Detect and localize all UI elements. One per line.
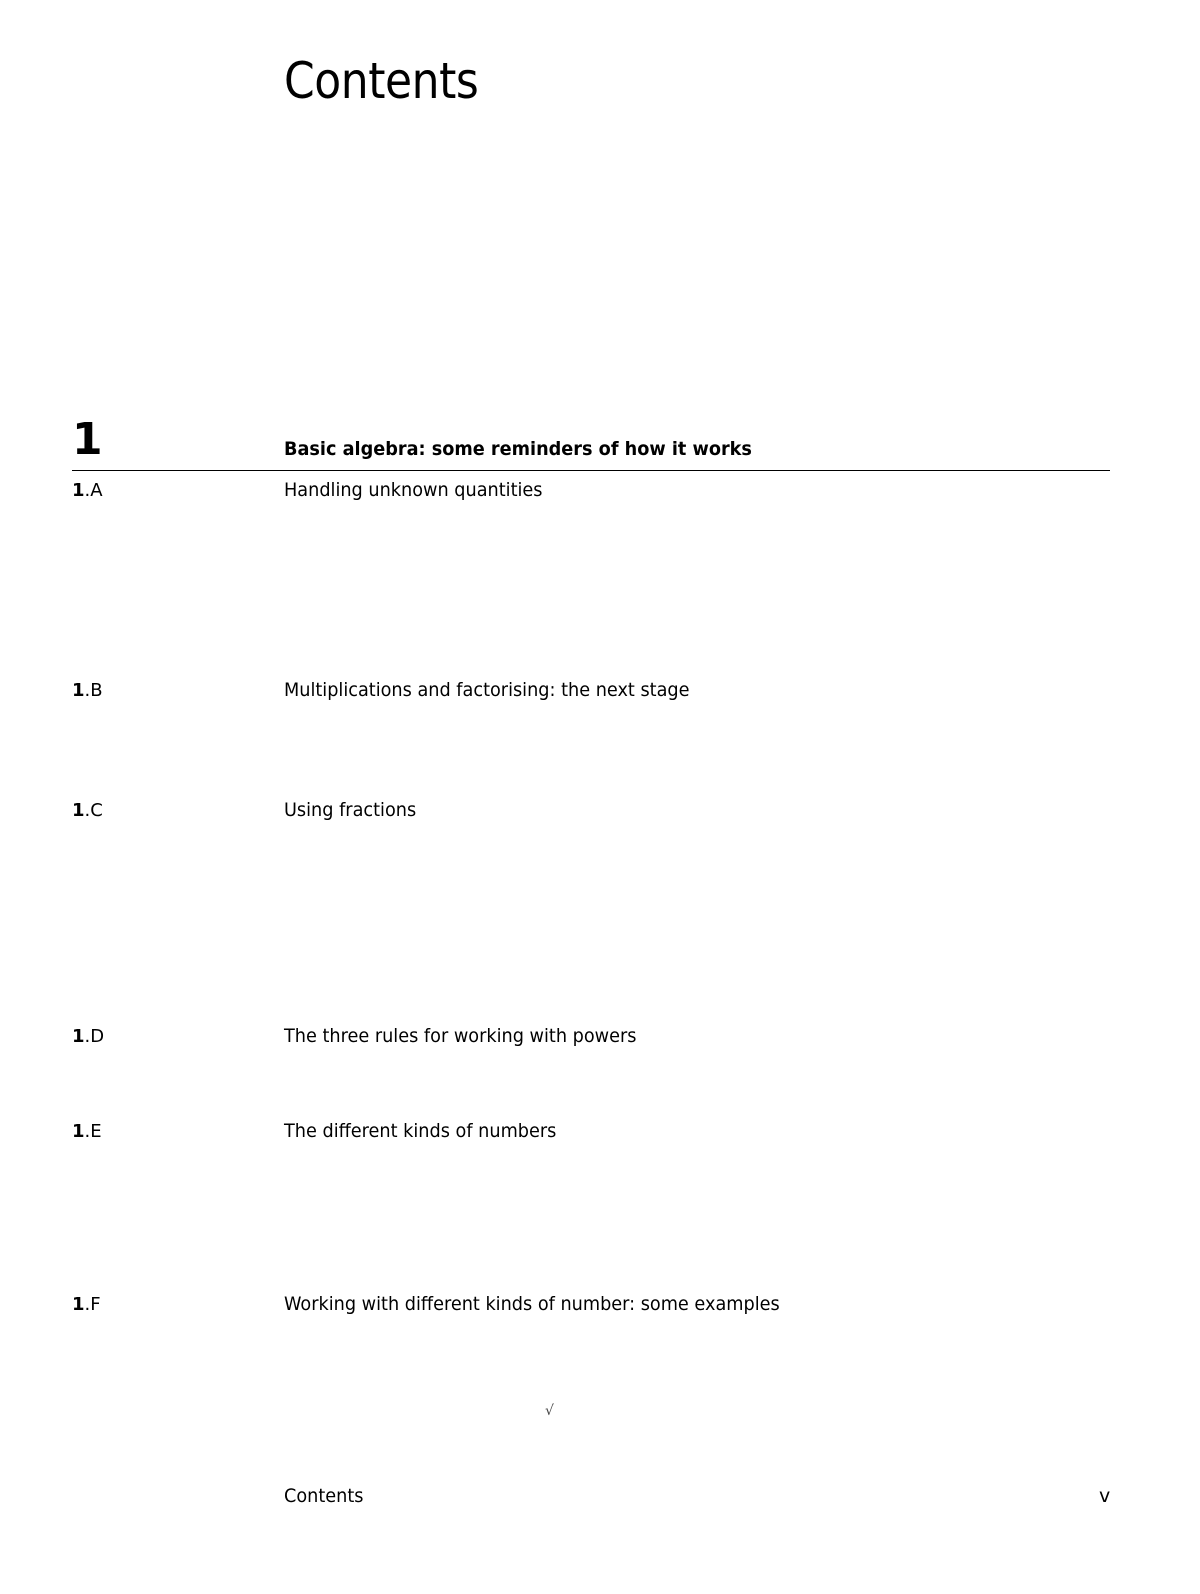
page-title: Contents <box>284 52 479 110</box>
section-title[interactable]: Multiplications and factorising: the next stage <box>284 679 690 701</box>
section-number: 1.F <box>72 1294 101 1315</box>
section-number: 1.E <box>72 1121 102 1142</box>
section-number: 1.A <box>72 480 103 501</box>
chapter-title[interactable]: Basic algebra: some reminders of how it works <box>284 438 752 460</box>
footer-running-title: Contents <box>284 1485 364 1507</box>
chapter-divider <box>72 470 1110 471</box>
section-title[interactable]: The different kinds of numbers <box>284 1120 557 1142</box>
chapter-number: 1 <box>72 414 103 465</box>
section-number: 1.C <box>72 800 103 821</box>
section-title[interactable]: The three rules for working with powers <box>284 1025 637 1047</box>
footer-page-number: v <box>1099 1485 1111 1507</box>
section-title[interactable]: Using fractions <box>284 799 417 821</box>
section-title[interactable]: Working with different kinds of number: some examples <box>284 1293 780 1315</box>
section-title[interactable]: Handling unknown quantities <box>284 479 543 501</box>
square-root-mark: √ <box>545 1403 554 1419</box>
section-number: 1.D <box>72 1026 105 1047</box>
section-number: 1.B <box>72 680 103 701</box>
